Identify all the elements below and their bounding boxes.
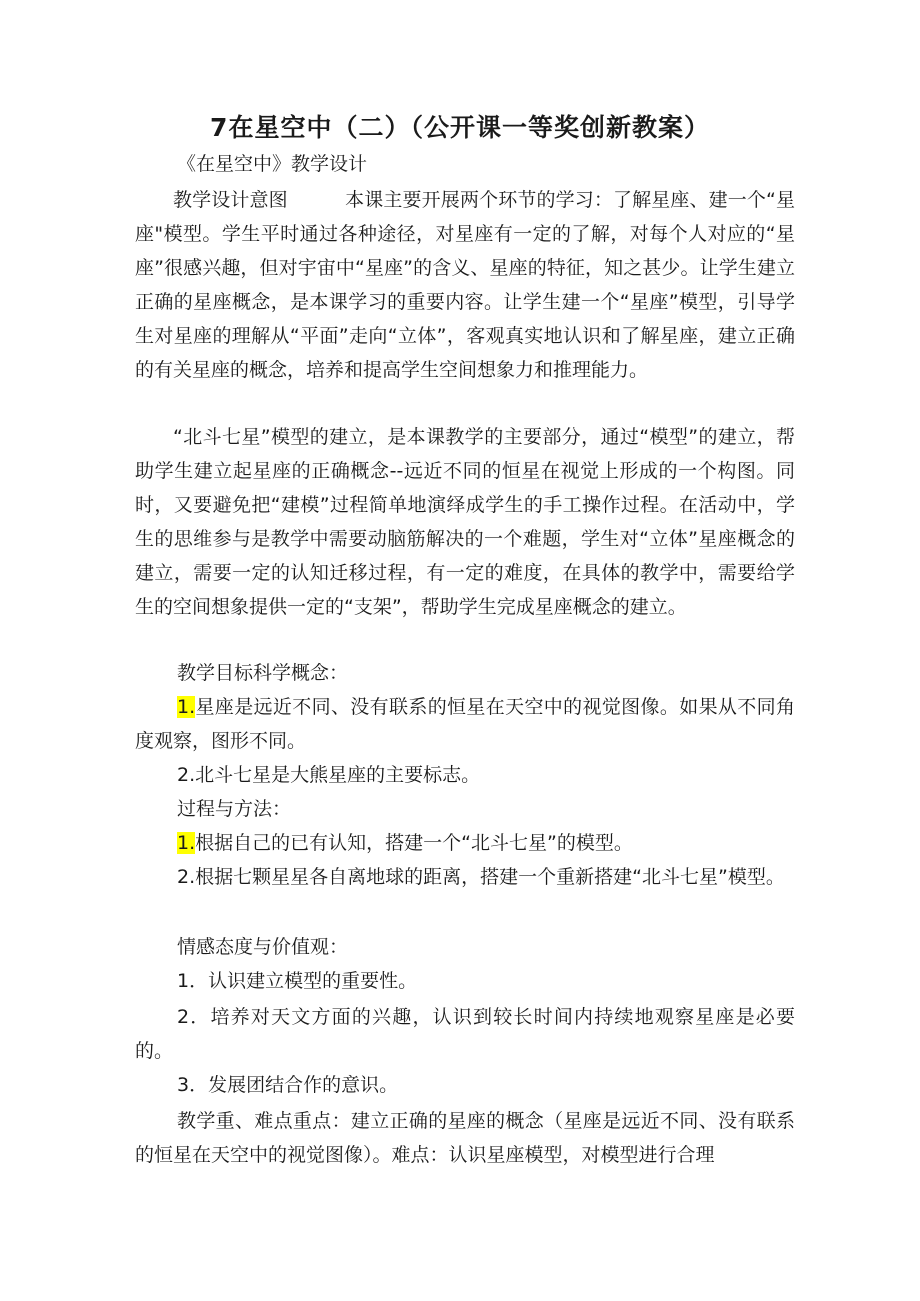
concept-1-number: 1. [177, 696, 196, 718]
intro-paragraph-block [135, 183, 795, 387]
process-item-2: 2.根据七颗星星各自离地球的距离，搭建一个重新搭建“北斗七星”模型。 [177, 866, 785, 888]
concept-item-1 [135, 690, 795, 758]
process-1-text: 根据自己的已有认知，搭建一个“北斗七星”的模型。 [195, 832, 633, 854]
attitude-item-2: 2．培养对天文方面的兴趣，认识到较长时间内持续地观察星座是必要的。 [135, 1006, 795, 1062]
attitude-item-1: 1．认识建立模型的重要性。 [177, 970, 418, 992]
paragraph-2: “北斗七星”模型的建立，是本课教学的主要部分，通过“模型”的建立，帮助学生建立起星座的正确概念--远近不同的恒星在视觉上形成的一个构图。同时，又要避免把“建模”过程简单地演绎成学生的手工操作过程。在活动中，学生的思维参与是教学中需要动脑筋解决的一个难题，学生对“立体”星座概念的建立，需要一定的认知迁移过程，有一定的难度，在具体的教学中，需要给学生的空间想象提供一定的“支架”，帮助学生完成星座概念的建立。 [135, 426, 795, 618]
concept-1-text: 星座是远近不同、没有联系的恒星在天空中的视觉图像。如果从不同角度观察，图形不同。 [135, 696, 795, 752]
intro-paragraph: 教学设计意图 本课主要开展两个环节的学习：了解星座、建一个“星座"模型。学生平时通过各种途径，对星座有一定的了解，对每个人对应的“星座”很感兴趣，但对宇宙中“星座”的含义、星座的特征，知之甚少。让学生建立正确的星座概念，是本课学习的重要内容。让学生建一个“星座”模型，引导学生对星座的理解从“平面”走向“立体”，客观真实地认识和了解星座，建立正确的有关星座的概念，培养和提高学生空间想象力和推理能力。 [135, 189, 795, 381]
process-item-1 [177, 826, 633, 860]
goals-heading: 教学目标科学概念： [177, 662, 349, 684]
attitude-heading: 情感态度与价值观： [177, 936, 349, 958]
attitude-item-3: 3．发展团结合作的意识。 [177, 1074, 399, 1096]
paragraph-2-block [135, 420, 795, 624]
document-subtitle: 《在星空中》教学设计 [177, 153, 368, 175]
document-title: 7在星空中（二）（公开课一等奖创新教案） [210, 113, 710, 142]
concept-item-2: 2.北斗七星是大熊星座的主要标志。 [177, 764, 481, 786]
key-points-paragraph: 教学重、难点重点：建立正确的星座的概念（星座是远近不同、没有联系的恒星在天空中的视觉图像）。难点：认识星座模型，对模型进行合理 [135, 1110, 795, 1166]
process-1-number: 1. [177, 832, 196, 854]
process-heading: 过程与方法： [177, 798, 292, 820]
